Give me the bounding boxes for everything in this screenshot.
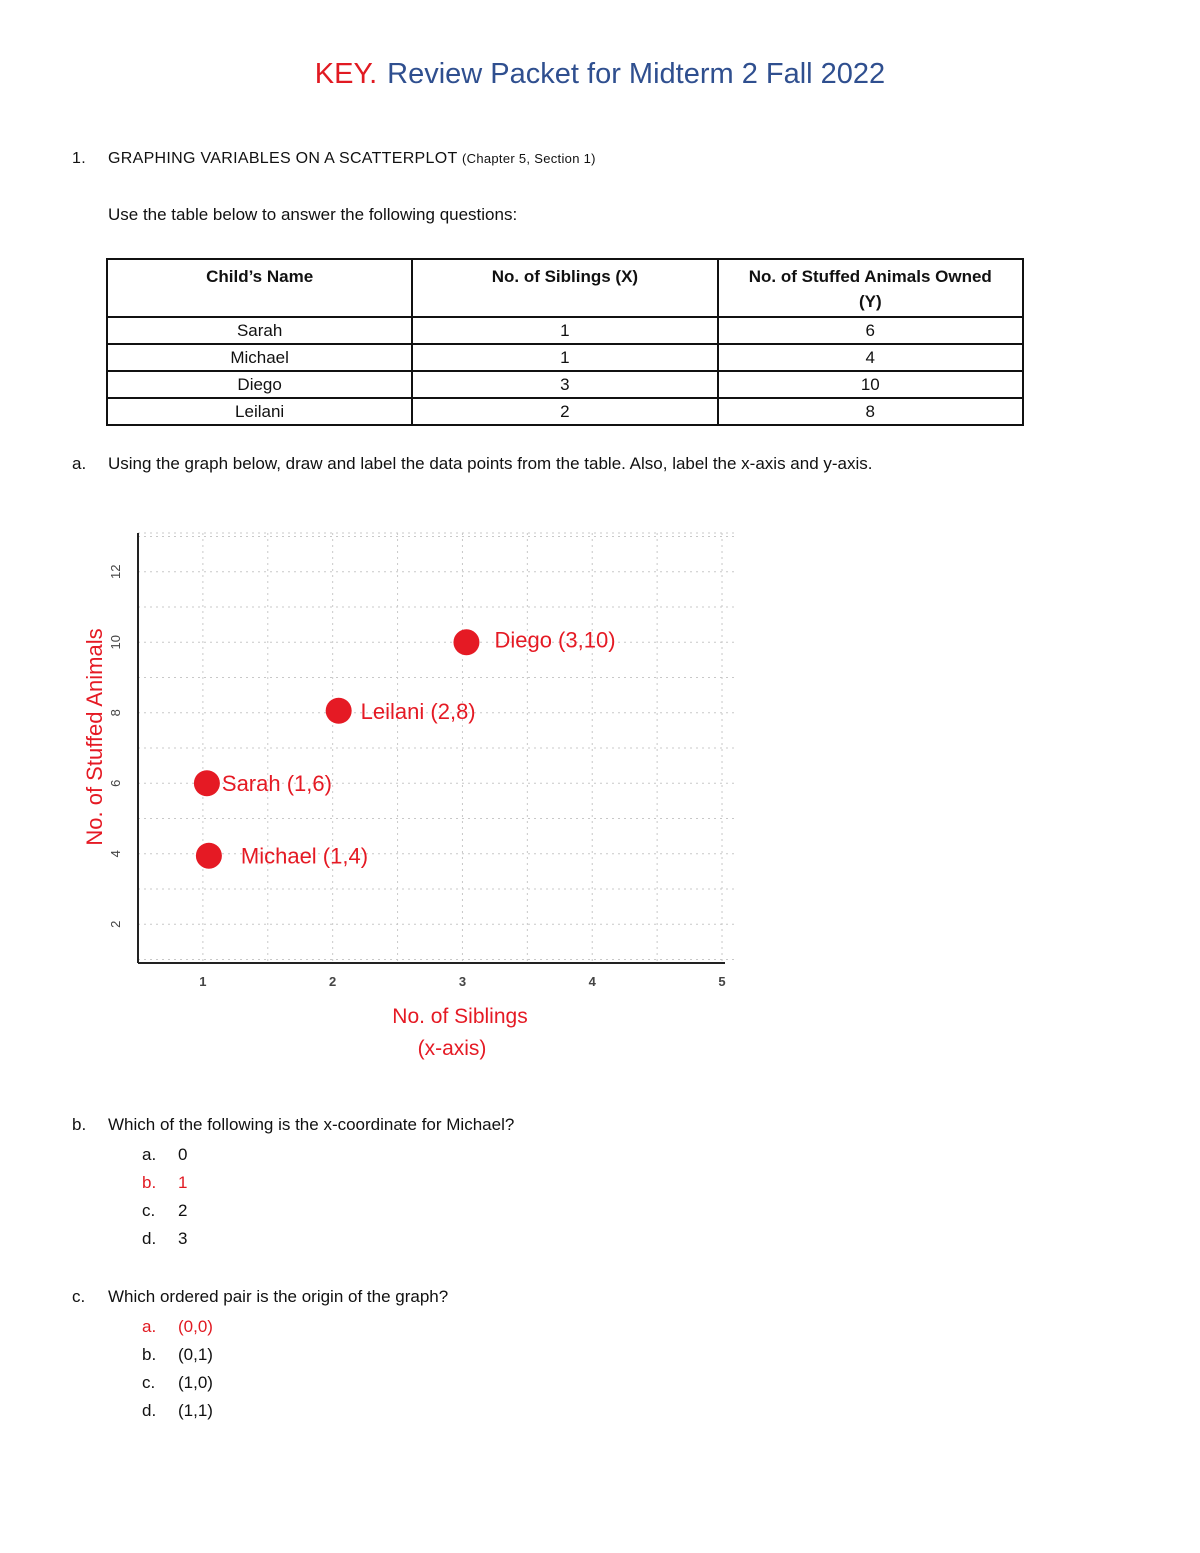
option-letter: a. <box>142 1317 157 1336</box>
header-child-name: Child’s Name <box>107 259 412 317</box>
option-letter: b. <box>142 1173 157 1192</box>
data-point <box>194 770 220 796</box>
instruction-text: Use the table below to answer the following questions: <box>108 205 518 224</box>
question-heading: GRAPHING VARIABLES ON A SCATTERPLOT <box>108 150 458 167</box>
header-stuffed-animals: No. of Stuffed Animals Owned (Y) <box>718 259 1023 317</box>
question-number: 1. <box>72 150 86 167</box>
data-table <box>106 258 1024 426</box>
y-tick-label: 8 <box>108 709 123 717</box>
table-row <box>107 344 1023 371</box>
option-text: (1,0) <box>178 1373 213 1392</box>
data-point-label: Michael (1,4) <box>240 843 369 869</box>
data-point-label: Sarah (1,6) <box>221 771 332 797</box>
option-item-correct <box>142 1169 187 1197</box>
x-axis-sublabel: (x-axis) <box>417 1037 487 1060</box>
key-label: KEY. <box>314 58 378 90</box>
part-a <box>72 454 873 474</box>
cell-stuffed: 10 <box>718 371 1023 398</box>
cell-siblings: 1 <box>412 317 717 344</box>
option-text: 2 <box>178 1201 188 1220</box>
option-letter: d. <box>142 1229 157 1248</box>
part-b <box>72 1115 514 1135</box>
part-c-options <box>142 1313 213 1425</box>
cell-stuffed: 8 <box>718 398 1023 425</box>
section-reference: (Chapter 5, Section 1) <box>462 151 596 166</box>
header-siblings: No. of Siblings (X) <box>412 259 717 317</box>
option-item <box>142 1397 213 1425</box>
y-tick-label: 6 <box>108 779 123 787</box>
table-row <box>107 371 1023 398</box>
option-text: (1,1) <box>178 1401 213 1420</box>
data-point <box>453 629 479 655</box>
cell-name: Sarah <box>107 317 412 344</box>
table-header-row <box>107 259 1023 317</box>
y-axis-label: No. of Stuffed Animals <box>82 628 107 846</box>
table-row <box>107 398 1023 425</box>
option-letter: b. <box>142 1345 157 1364</box>
y-tick-label: 10 <box>108 635 123 650</box>
option-letter: c. <box>142 1373 156 1392</box>
option-text: (0,0) <box>178 1317 213 1336</box>
y-tick-label: 12 <box>108 564 123 580</box>
data-point <box>196 843 222 869</box>
cell-siblings: 3 <box>412 371 717 398</box>
x-tick-label: 1 <box>199 974 207 989</box>
cell-stuffed: 4 <box>718 344 1023 371</box>
option-text: 1 <box>178 1173 188 1192</box>
scatter-plot <box>70 515 770 1075</box>
data-point <box>326 698 352 724</box>
part-a-text: Using the graph below, draw and label the data points from the table. Also, label the x-axis and y-axis. <box>108 454 873 473</box>
x-tick-label: 2 <box>329 974 337 989</box>
cell-siblings: 2 <box>412 398 717 425</box>
data-point-label: Diego (3,10) <box>494 627 616 653</box>
part-c-label: c. <box>72 1287 86 1306</box>
option-letter: c. <box>142 1201 156 1220</box>
option-text: (0,1) <box>178 1345 213 1364</box>
plot-grid <box>138 533 735 963</box>
option-text: 3 <box>178 1229 188 1248</box>
x-tick-label: 3 <box>458 974 467 989</box>
option-item <box>142 1369 213 1397</box>
option-item <box>142 1341 213 1369</box>
part-b-label: b. <box>72 1115 87 1134</box>
x-tick-label: 5 <box>718 974 726 989</box>
y-tick-label: 2 <box>108 920 123 928</box>
part-b-options <box>142 1141 187 1253</box>
cell-name: Leilani <box>107 398 412 425</box>
table-row <box>107 317 1023 344</box>
option-letter: d. <box>142 1401 157 1420</box>
cell-siblings: 1 <box>412 344 717 371</box>
title-text: Review Packet for Midterm 2 Fall 2022 <box>387 58 886 90</box>
y-tick-label: 4 <box>108 850 123 858</box>
part-a-label: a. <box>72 454 87 473</box>
part-c-question: Which ordered pair is the origin of the graph? <box>108 1287 449 1306</box>
option-text: 0 <box>178 1145 188 1164</box>
cell-name: Diego <box>107 371 412 398</box>
option-item <box>142 1197 187 1225</box>
cell-stuffed: 6 <box>718 317 1023 344</box>
option-letter: a. <box>142 1145 157 1164</box>
option-item <box>142 1141 187 1169</box>
part-b-question: Which of the following is the x-coordinate for Michael? <box>108 1115 515 1134</box>
x-axis-label: No. of Siblings <box>392 1005 528 1028</box>
x-tick-label: 4 <box>588 974 596 989</box>
option-item <box>142 1225 187 1253</box>
option-item-correct <box>142 1313 213 1341</box>
page-title <box>0 58 1200 91</box>
data-point-label: Leilani (2,8) <box>360 698 476 724</box>
question-1-heading <box>72 150 596 168</box>
part-c <box>72 1287 448 1307</box>
cell-name: Michael <box>107 344 412 371</box>
